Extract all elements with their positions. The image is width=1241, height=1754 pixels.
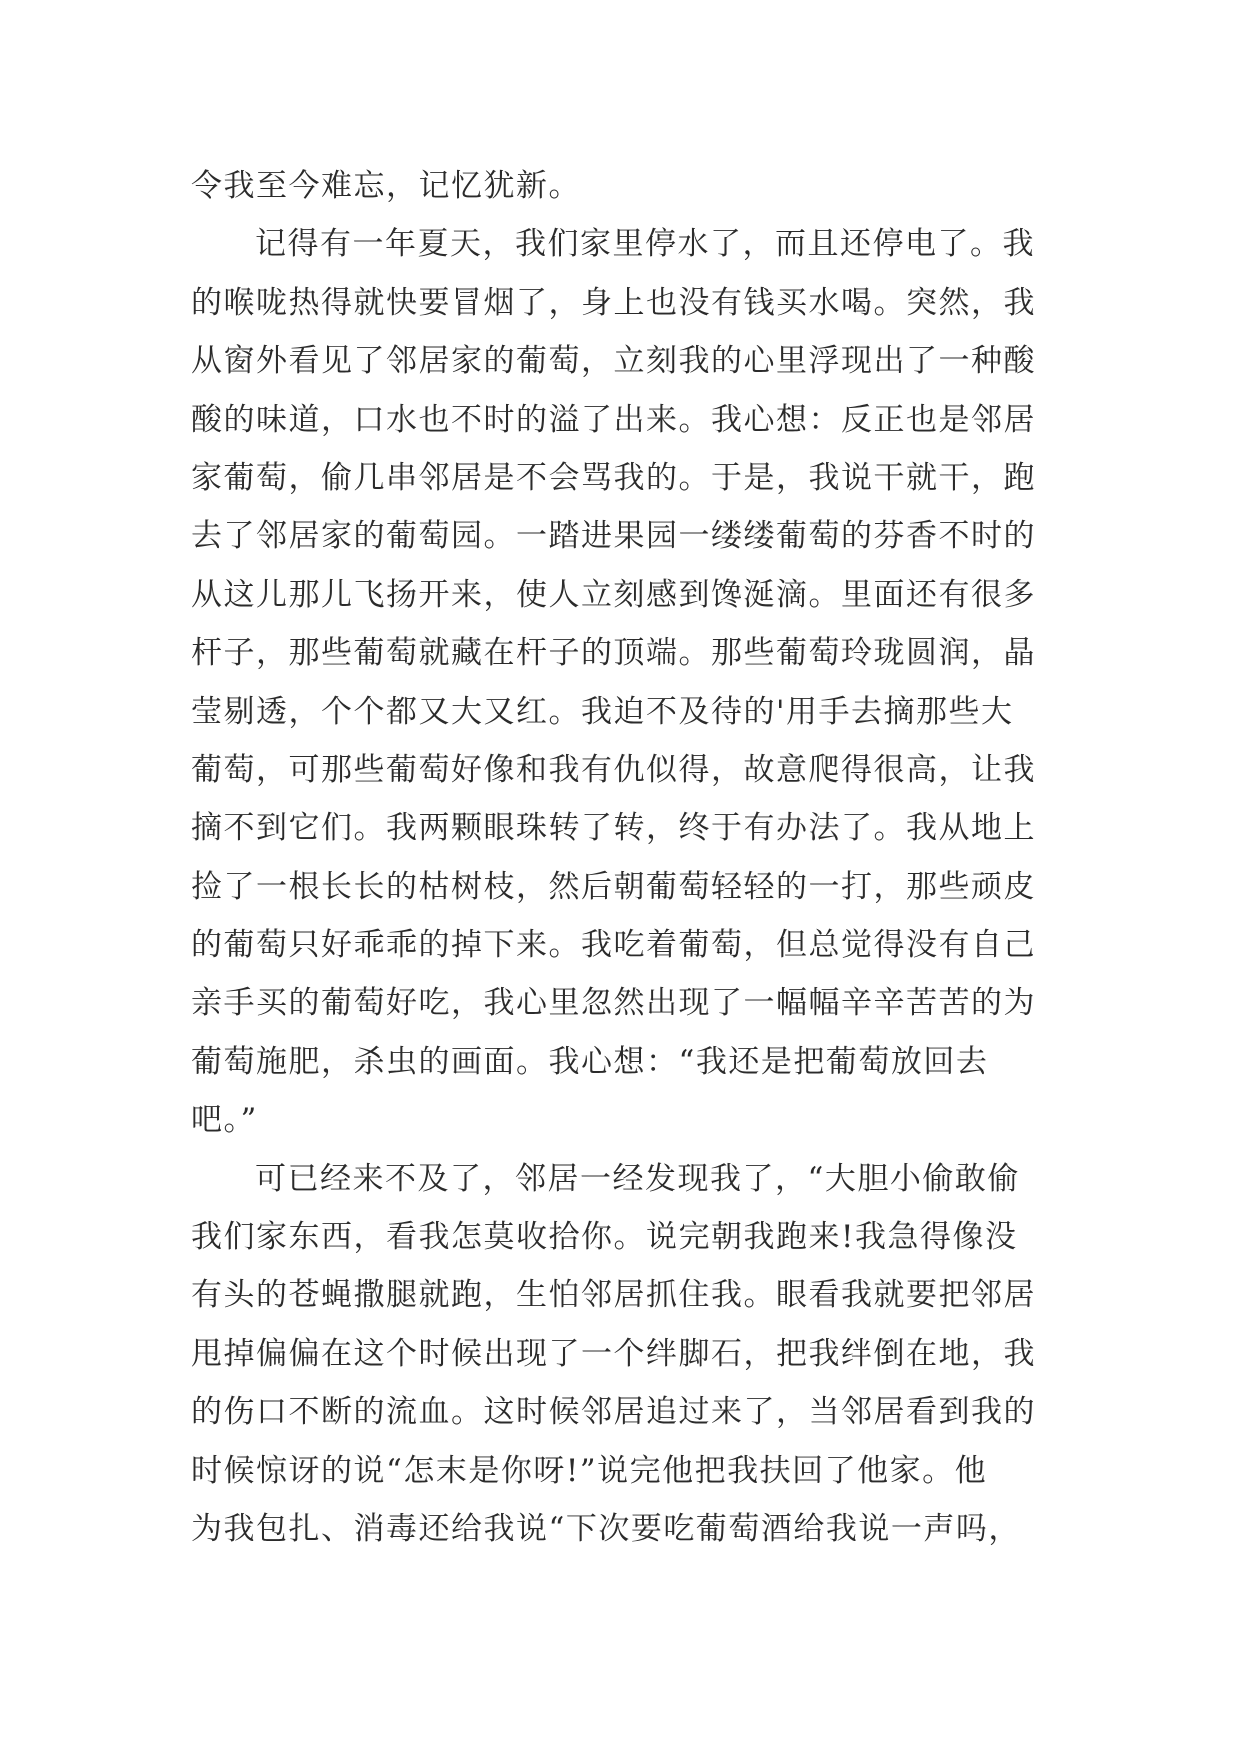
text-line: 的伤口不断的流血。这时候邻居追过来了，当邻居看到我的 xyxy=(191,1394,1036,1431)
text-line: 葡萄，可那些葡萄好像和我有仇似得，故意爬得很高，让我 xyxy=(191,751,1036,788)
text-line: 从窗外看见了邻居家的葡萄，立刻我的心里浮现出了一种酸 xyxy=(191,343,1036,380)
text-line: 甩掉偏偏在这个时候出现了一个绊脚石，把我绊倒在地，我 xyxy=(191,1335,1036,1372)
text-line: 令我至今难忘，记忆犹新。 xyxy=(191,168,581,204)
paragraph-start-line: 记得有一年夏天，我们家里停水了，而且还停电了。我 xyxy=(255,226,1035,263)
text-line: 从这儿那儿飞扬开来，使人立刻感到馋涎滴。里面还有很多 xyxy=(191,576,1036,613)
body-text xyxy=(191,157,1051,1558)
text-line: 有头的苍蝇撒腿就跑，生怕邻居抓住我。眼看我就要把邻居 xyxy=(191,1277,1036,1314)
text-line: 捡了一根长长的枯树枝，然后朝葡萄轻轻的一打，那些顽皮 xyxy=(191,868,1036,905)
text-line: 家葡萄，偷几串邻居是不会骂我的。于是，我说干就干，跑 xyxy=(191,459,1036,496)
text-line: 为我包扎、消毒还给我说“下次要吃葡萄酒给我说一声吗， xyxy=(191,1510,1021,1547)
text-line: 摘不到它们。我两颗眼珠转了转，终于有办法了。我从地上 xyxy=(191,810,1036,847)
text-line: 莹剔透，个个都又大又红。我迫不及待的'用手去摘那些大 xyxy=(191,693,1014,730)
text-line: 吧。” xyxy=(191,1102,258,1139)
text-line: 酸的味道，口水也不时的溢了出来。我心想：反正也是邻居 xyxy=(191,401,1036,438)
text-line: 葡萄施肥，杀虫的画面。我心想：“我还是把葡萄放回去 xyxy=(191,1043,989,1080)
text-line: 去了邻居家的葡萄园。一踏进果园一缕缕葡萄的芬香不时的 xyxy=(191,518,1036,555)
text-line: 杆子，那些葡萄就藏在杆子的顶端。那些葡萄玲珑圆润，晶 xyxy=(191,635,1036,672)
text-line: 亲手买的葡萄好吃，我心里忽然出现了一幅幅辛辛苦苦的为 xyxy=(191,985,1036,1022)
paragraph-start-line: 可已经来不及了，邻居一经发现我了，“大胆小偷敢偷 xyxy=(255,1160,1020,1197)
text-line: 的葡萄只好乖乖的掉下来。我吃着葡萄，但总觉得没有自己 xyxy=(191,927,1036,964)
text-line: 的喉咙热得就快要冒烟了，身上也没有钱买水喝。突然，我 xyxy=(191,284,1036,321)
text-line: 我们家东西，看我怎莫收拾你。说完朝我跑来!我急得像没 xyxy=(191,1219,1018,1256)
text-line: 时候惊讶的说“怎末是你呀!”说完他把我扶回了他家。他 xyxy=(191,1452,988,1489)
